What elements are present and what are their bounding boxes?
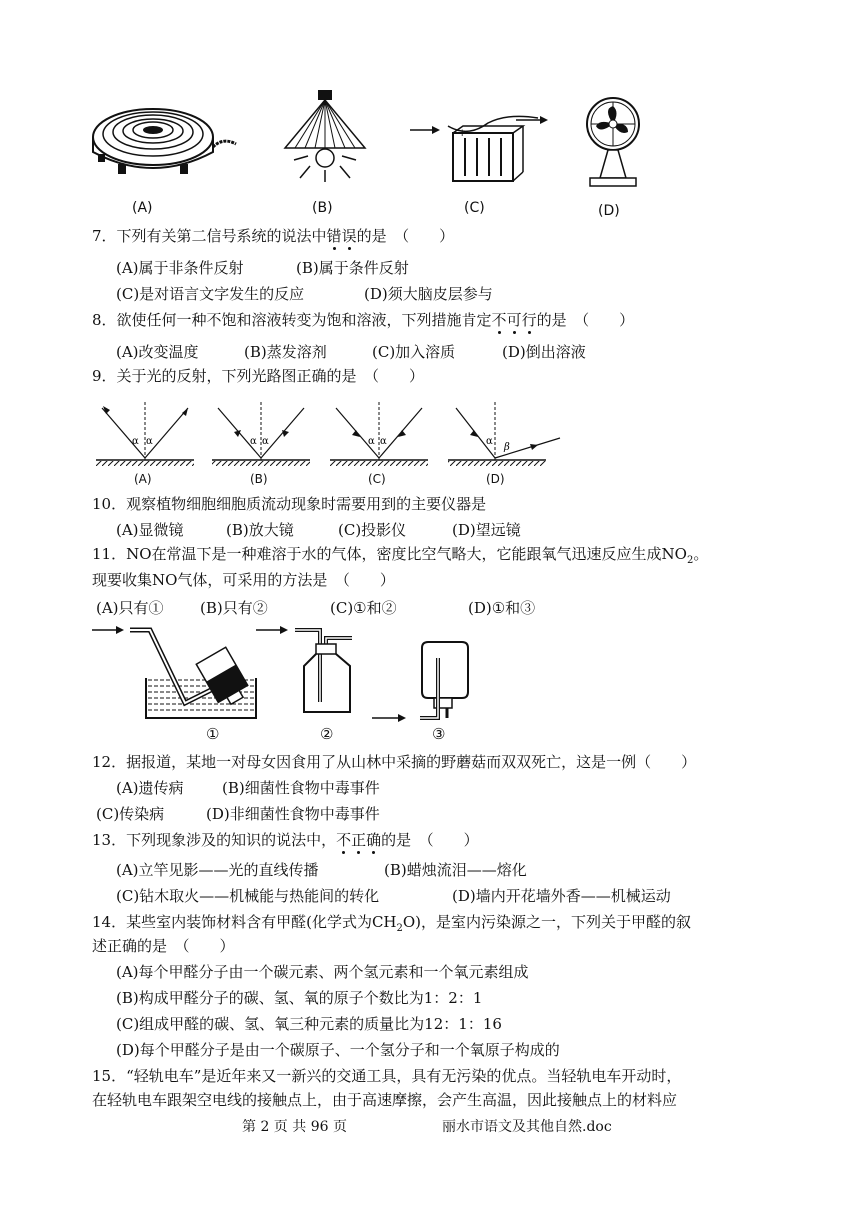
q9-alpha-c2: α <box>380 436 387 447</box>
q9-caption-b: (B) <box>250 472 268 486</box>
q9-alpha-d: α <box>486 436 493 447</box>
q9-caption-d: (D) <box>486 472 505 486</box>
q13-option-c: (C)钻木取火——机械能与热能间的转化 <box>116 887 380 905</box>
q11-fig-label-3: ③ <box>432 725 446 743</box>
battery-figure <box>408 108 558 188</box>
q11-option-a: (A)只有① <box>96 599 164 617</box>
q13-option-d: (D)墙内开花墙外香——机械运动 <box>452 887 671 905</box>
q11-line2: 现要收集NO气体，可采用的方法是 （ ） <box>92 571 395 589</box>
q7-option-c: (C)是对语言文字发生的反应 <box>116 285 305 303</box>
q14-option-a: (A)每个甲醛分子由一个碳元素、两个氢元素和一个氧元素组成 <box>116 963 529 981</box>
q8-option-c: (C)加入溶质 <box>372 343 456 361</box>
top-caption-d: (D) <box>598 203 620 219</box>
q9-beta-d: β <box>504 442 510 453</box>
q15-line1: 15．“轻轨电车”是近年来又一新兴的交通工具，具有无污染的优点。当轻轨电车开动时， <box>92 1067 682 1085</box>
q7-option-a: (A)属于非条件反射 <box>116 259 244 277</box>
q11-option-d: (D)①和③ <box>468 599 536 617</box>
q11-option-c: (C)①和② <box>330 599 397 617</box>
top-caption-a: (A) <box>132 200 153 216</box>
q8-option-b: (B)蒸发溶剂 <box>244 343 327 361</box>
q7-option-d: (D)须大脑皮层参与 <box>364 285 493 303</box>
q8-option-a: (A)改变温度 <box>116 343 199 361</box>
q8-option-d: (D)倒出溶液 <box>502 343 586 361</box>
q13-option-b: (B)蜡烛流泪——熔化 <box>384 861 527 879</box>
q11-option-b: (B)只有② <box>200 599 268 617</box>
q7-stem: 7．下列有关第二信号系统的说法中错误的是 （ ） <box>92 227 455 245</box>
q12-option-d: (D)非细菌性食物中毒事件 <box>206 805 380 823</box>
q11-line1: 11．NO在常温下是一种难溶于水的气体，密度比空气略大，它能跟氧气迅速反应生成$NO_2$。 <box>92 545 709 566</box>
q10-option-a: (A)显微镜 <box>116 521 184 539</box>
q12-stem: 12．据报道，某地一对母女因食用了从山林中采摘的野蘑菇而双双死亡，这是一例（ ） <box>92 753 697 771</box>
q10-option-d: (D)望远镜 <box>452 521 521 539</box>
q9-caption-c: (C) <box>368 472 386 486</box>
q12-option-b: (B)细菌性食物中毒事件 <box>222 779 380 797</box>
q9-alpha-c1: α <box>368 436 375 447</box>
q7-option-b: (B)属于条件反射 <box>296 259 409 277</box>
q13-option-a: (A)立竿见影——光的直线传播 <box>116 861 319 879</box>
q11-fig-label-2: ② <box>320 725 334 743</box>
gas-collection-diagrams <box>90 618 490 740</box>
q9-caption-a: (A) <box>134 472 152 486</box>
q10-option-c: (C)投影仪 <box>338 521 407 539</box>
q12-option-a: (A)遗传病 <box>116 779 184 797</box>
q9-alpha-a2: α <box>146 436 153 447</box>
q10-option-b: (B)放大镜 <box>226 521 294 539</box>
footer-page-number: 第 2 页 共 96 页 <box>242 1119 347 1135</box>
q8-stem: 8．欲使任何一种不饱和溶液转变为饱和溶液，下列措施肯定不可行的是 （ ） <box>92 311 635 329</box>
lamp-figure <box>270 88 380 188</box>
q14-line1: 14．某些室内装饰材料含有甲醛(化学式为$CH_2O$)，是室内污染源之一，下列关于甲醛的叙 <box>92 913 692 934</box>
q15-line2: 在轻轨电车跟架空电线的接触点上，由于高速摩擦，会产生高温，因此接触点上的材料应 <box>92 1091 678 1109</box>
q9-stem: 9．关于光的反射，下列光路图正确的是 （ ） <box>92 367 425 385</box>
q9-alpha-b2: α <box>262 436 269 447</box>
q9-alpha-b1: α <box>250 436 257 447</box>
footer-filename: 丽水市语文及其他自然.doc <box>442 1119 612 1135</box>
q13-stem: 13．下列现象涉及的知识的说法中，不正确的是 （ ） <box>92 831 479 849</box>
q12-option-c: (C)传染病 <box>96 805 165 823</box>
q14-option-b: (B)构成甲醛分子的碳、氢、氧的原子个数比为1：2：1 <box>116 989 483 1007</box>
q14-option-d: (D)每个甲醛分子是由一个碳原子、一个氢分子和一个氧原子构成的 <box>116 1041 560 1059</box>
svg-text:+: + <box>458 128 467 139</box>
q11-fig-label-1: ① <box>206 725 220 743</box>
fan-figure <box>578 94 648 194</box>
reflection-diagrams <box>90 400 570 472</box>
q14-option-c: (C)组成甲醛的碳、氢、氧三种元素的质量比为12：1：16 <box>116 1015 502 1033</box>
q9-alpha-a1: α <box>132 436 139 447</box>
hot-plate-figure <box>88 92 238 187</box>
q14-line2: 述正确的是 （ ） <box>92 937 235 955</box>
top-caption-b: (B) <box>312 200 333 216</box>
top-caption-c: (C) <box>464 200 485 216</box>
q10-stem: 10．观察植物细胞细胞质流动现象时需要用到的主要仪器是 <box>92 495 487 513</box>
